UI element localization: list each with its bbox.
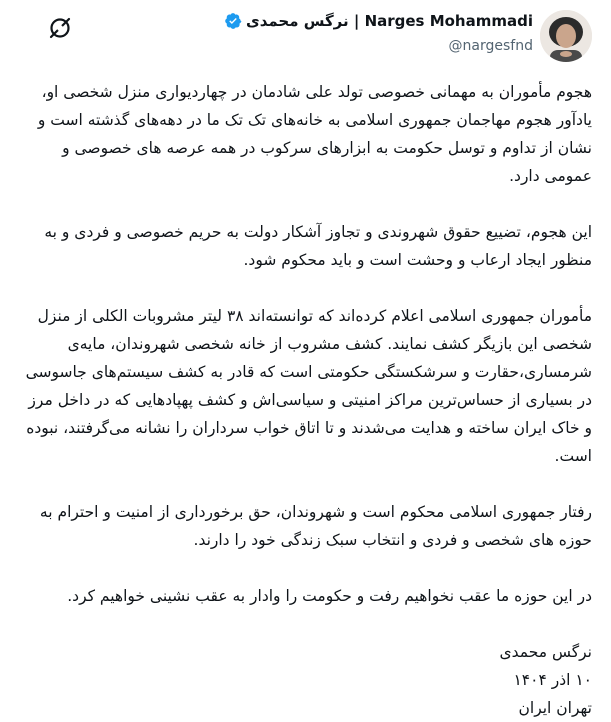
- signature-place: تهران ایران: [518, 699, 592, 717]
- signature-name: نرگس محمدی: [499, 643, 592, 661]
- avatar-image: [540, 10, 592, 62]
- signature-block: [20, 638, 592, 722]
- post-paragraph: در این حوزه ما عقب نخواهیم رفت و حکومت را وادار به عقب نشینی خواهیم کرد.: [67, 587, 592, 605]
- author-display-name[interactable]: نرگس محمدی | Narges Mohammadi: [245, 12, 533, 30]
- post-paragraph: این هجوم، تضییع حقوق شهروندی و تجاوز آشکار دولت به حریم خصوصی و فردی و به منظور ایجاد ارعاب و وحشت است و باید محکوم شود.: [44, 223, 592, 269]
- author-name-row: [224, 12, 533, 30]
- post-paragraph: هجوم مأموران به مهمانی خصوصی تولد علی شادمان در چهاردیواری منزل شخصی او، یادآور هجوم مهاجمان جمهوری اسلامی به خانه‌های تک تک ما در دهه‌های گذشته است و نشان از تداوم و توسل حکومت به ابزارهای سرکوب در همه عرصه های خصوصی و عمومی دارد.: [37, 83, 592, 185]
- signature-date: ۱۰ اذر ۱۴۰۴: [513, 671, 592, 689]
- avatar[interactable]: [540, 10, 592, 62]
- grok-icon[interactable]: [48, 16, 72, 40]
- verified-badge-icon: [224, 12, 242, 30]
- post-paragraph: مأموران جمهوری اسلامی اعلام کرده‌اند که توانسته‌اند ۳۸ لیتر مشروبات الکلی از منزل شخصی این بازیگر کشف نمایند. کشف مشروب از خانه شخصی شهروندان، مایه‌ی شرمساری،حقارت و سرشکستگی حکومتی است که قادر به کشف سیستم‌های جاسوسی در بسیاری از حساس‌ترین مراکز امنیتی و سیاسی‌اش و کشف پهپادهایی که در داخل مرز و خاک ایران ساخته و هدایت می‌شدند و تا اتاق خواب سرداران را نشانه می‌گرفتند، نبوده است.: [25, 307, 592, 465]
- post-header: [0, 0, 611, 70]
- post-paragraph: رفتار جمهوری اسلامی محکوم است و شهروندان، حق برخورداری از امنیت و احترام به حوزه های شخصی و فردی و انتخاب سبک زندگی خود را دارند.: [39, 503, 592, 549]
- post-body: [20, 78, 592, 722]
- author-handle[interactable]: @nargesfnd: [448, 38, 533, 54]
